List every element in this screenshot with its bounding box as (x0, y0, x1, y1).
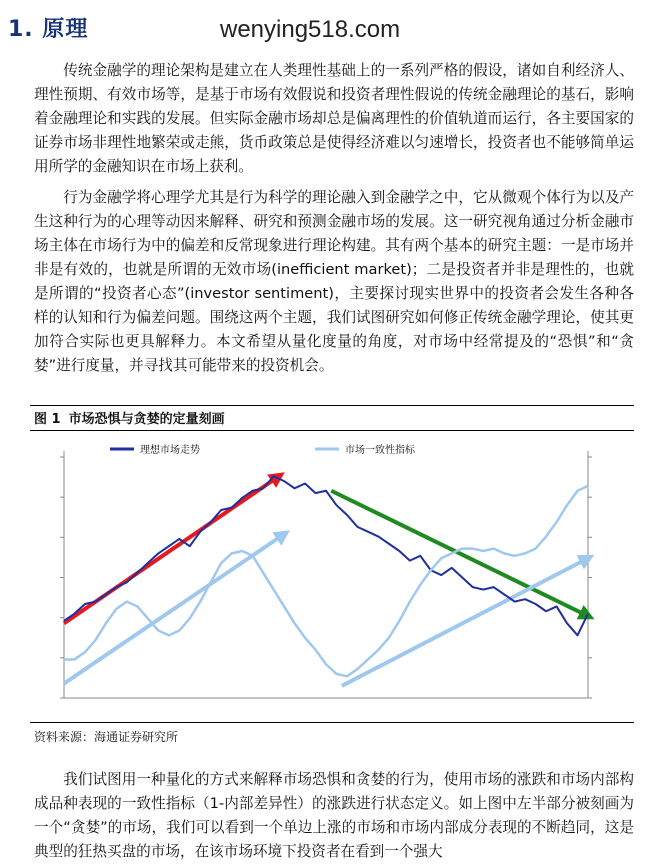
trend-arrow-2 (331, 491, 588, 616)
trend-arrow-4 (342, 558, 588, 686)
paragraph-3: 我们试图用一种量化的方式来解释市场恐惧和贪婪的行为，使用市场的涨跌和市场内部构成品种表现的一致性指标（1-内部差异性）的涨跌进行状态定义。如上图中左半部分被刻画为一个“贪婪”的市场，我们可以看到一个单边上涨的市场和市场内部成分表现的不断趋同，这是典型的狂热买盘的市场，在该市场环境下投资者在看到一个强大 (34, 771, 634, 860)
figure-title: 市场恐惧与贪婪的定量刻画 (68, 412, 225, 427)
figure-title-rule (30, 430, 634, 431)
chart-legend (110, 443, 416, 456)
figure-bottom-rule (30, 722, 634, 723)
figure-source: 资料来源：海通证券研究所 (34, 730, 179, 744)
fear-greed-chart (30, 433, 634, 718)
chart-arrows (64, 476, 588, 686)
paragraph-2: 行为金融学将心理学尤其是行为科学的理论融入到金融学之中，它从微观个体行为以及产生这种行为的心理等动因来解释、研究和预测金融市场的发展。这一研究视角通过分析金融市场主体在市场行为中的偏差和反常现象进行理论构建。其有两个基本的研究主题：一是市场并非是有效的，也就是所谓的无效市场(inefficient market)；二是投资者并非是理性的，也就是所谓的“投资者心态”(investor sentiment)，主要探讨现实世界中的投资者会发生各种各样的认知和行为偏差问题。围绕这两个主题，我们试图研究如何修正传统金融学理论，使其更加符合实际也更具解释力。本文希望从量化度量的角度，对市场中经常提及的“恐惧”和“贪婪”进行度量，并寻找其可能带来的投资机会。 (34, 189, 634, 374)
figure-number: 图 1 (34, 412, 61, 427)
series-line-2 (64, 486, 588, 676)
legend-label-1: 理想市场走势 (140, 445, 200, 456)
watermark: wenying518.com (220, 16, 401, 43)
chart-axes (60, 451, 592, 698)
figure-top-rule (30, 405, 634, 406)
section-heading: 1. 原理 (8, 17, 89, 42)
paragraph-1: 传统金融学的理论架构是建立在人类理性基础上的一系列严格的假设，诸如自利经济人、理性预期、有效市场等，是基于市场有效假说和投资者理性假说的传统金融理论的基石，影响着金融理论和实践的发展。但实际金融市场却总是偏离理性的价值轨道而运行，各主要国家的证券市场非理性地繁荣或走熊，货币政策总是使得经济难以匀速增长，投资者也不能够简单运用所学的金融知识在市场上获利。 (34, 62, 634, 175)
legend-label-2: 市场一致性指标 (345, 445, 415, 456)
trend-arrow-3 (64, 534, 284, 683)
figure-caption (34, 408, 225, 427)
